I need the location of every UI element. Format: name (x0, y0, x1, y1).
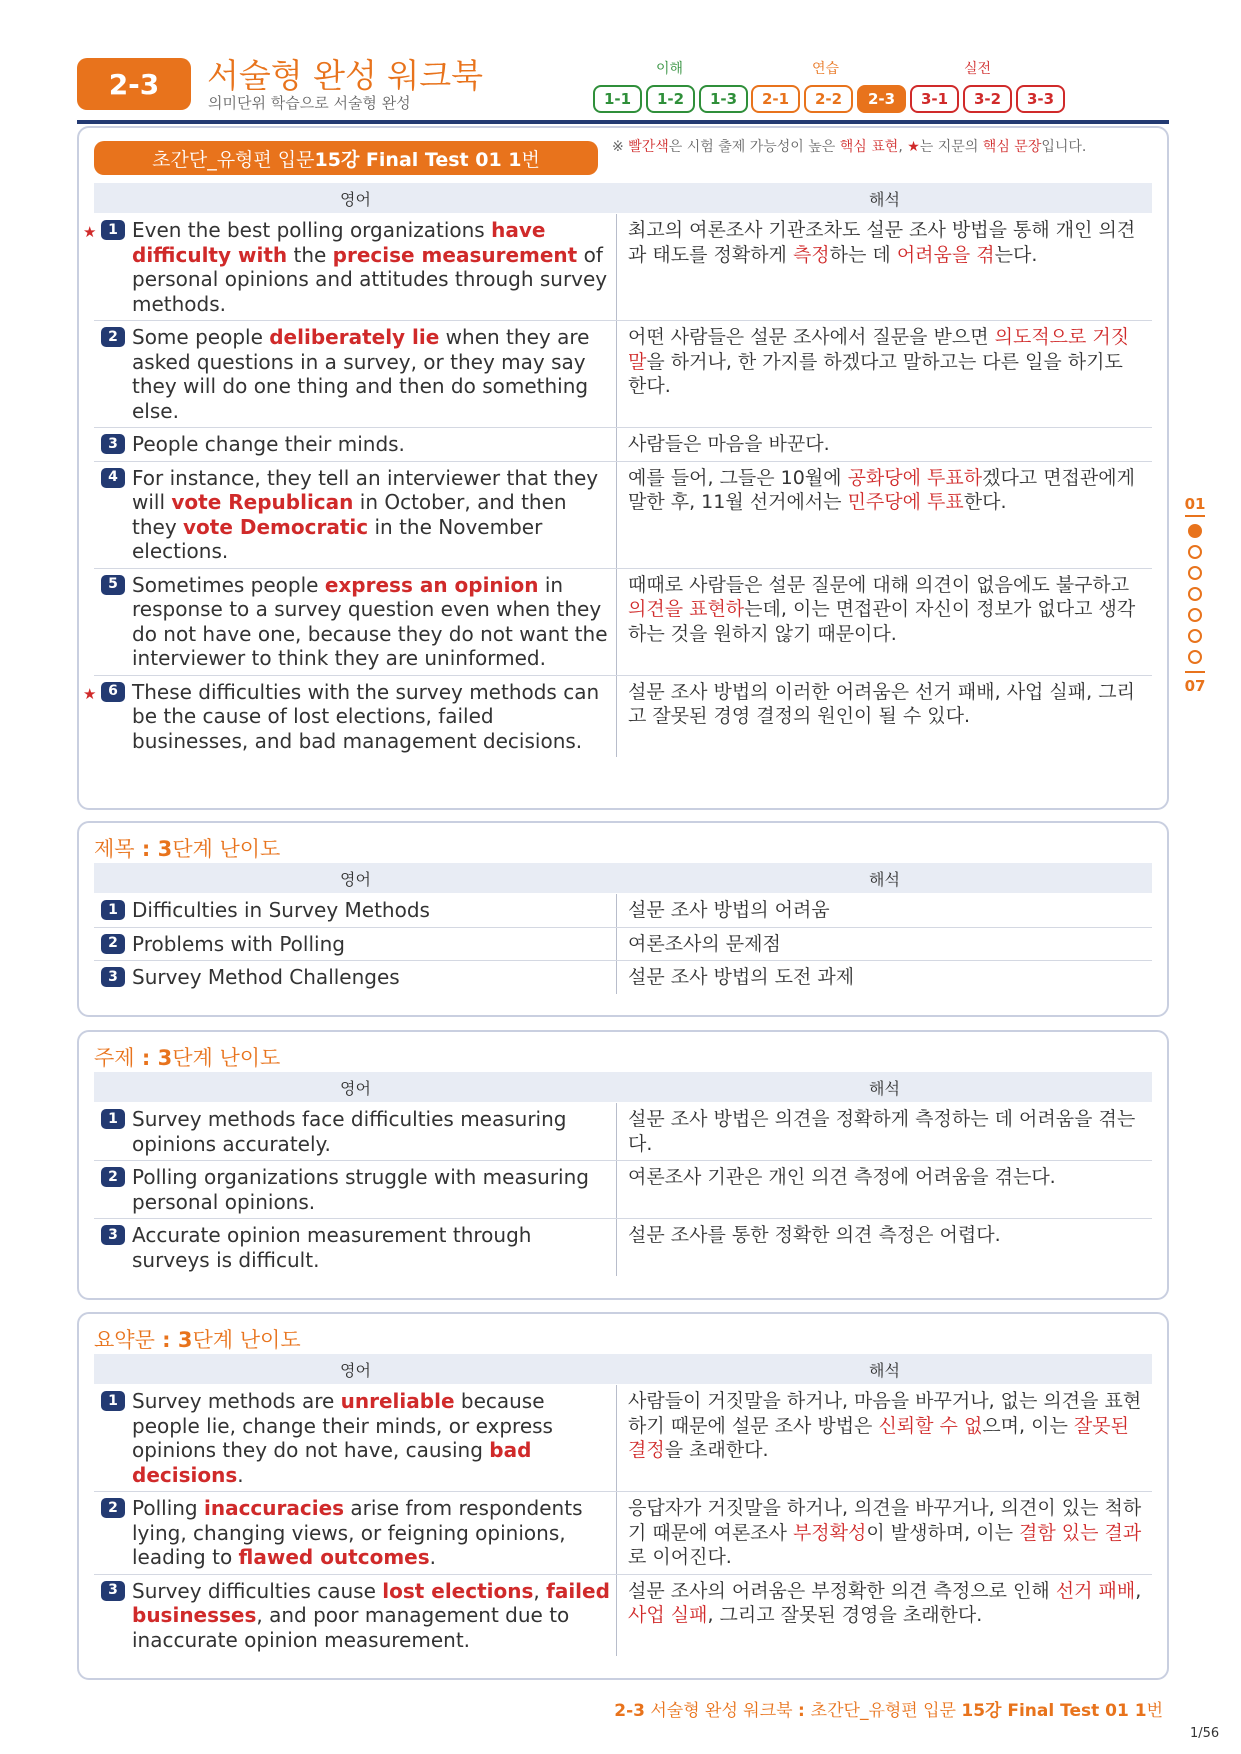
summary-table-header (94, 1354, 1152, 1384)
stage-button-1-3[interactable]: 1-3 (699, 85, 748, 113)
text-segment: because people lie, change their minds, or express opinions they do not have, causing (132, 1389, 553, 1462)
table-row (94, 928, 1152, 962)
nav-top-label: 01 (1184, 495, 1206, 513)
english-cell (94, 1385, 617, 1491)
english-text: Survey Method Challenges (132, 965, 400, 989)
key-expression: 선거 패배 (1055, 1579, 1136, 1602)
table-row (94, 569, 1152, 676)
title-table-header (94, 863, 1152, 893)
page-number: 1/56 (1190, 1726, 1220, 1741)
english-text: Polling organizations struggle with measuring personal opinions. (132, 1165, 589, 1214)
nav-dot[interactable] (1188, 524, 1202, 538)
text-segment: People change their minds. (132, 432, 405, 456)
text-segment: of personal opinions and attitudes through survey methods. (132, 242, 608, 316)
key-expression: 결함 있는 결과 (1019, 1521, 1142, 1544)
nav-bottom-label: 07 (1184, 677, 1206, 695)
topic-table-header (94, 1072, 1152, 1102)
sentence-number-badge: 2 (101, 1498, 125, 1518)
key-expression: 신뢰할 수 없 (878, 1414, 983, 1437)
star-icon: ★ (83, 684, 97, 703)
key-expression: express an opinion (324, 572, 539, 597)
text-segment: 겠다고 면접관에게 말한 후, 11월 선거에서는 (628, 466, 1135, 513)
note-end: 입니다. (1041, 139, 1087, 155)
table-row (94, 1103, 1152, 1161)
summary-section-heading (94, 1324, 301, 1354)
key-expression: failed businesses (132, 1578, 610, 1627)
col-header-en: 영어 (340, 869, 371, 889)
note-text-3: 는 지문의 (919, 139, 983, 155)
nav-dot[interactable] (1188, 545, 1202, 559)
text-segment: 사람들은 마음을 바꾼다. (628, 433, 830, 455)
stage-button-3-1[interactable]: 3-1 (910, 85, 959, 113)
col-header-ko: 해석 (869, 869, 900, 889)
key-expression: precise measurement (332, 242, 578, 267)
text-segment: 설문 조사의 어려움은 부정확한 의견 측정으로 인해 (628, 1579, 1056, 1602)
nav-dot[interactable] (1188, 650, 1202, 664)
note-prefix: ※ (612, 139, 629, 155)
korean-cell (617, 321, 1152, 427)
key-expression: 잘못된 결정 (628, 1414, 1129, 1461)
star-icon: ★ (83, 223, 97, 241)
key-expression: vote Democratic (183, 514, 369, 539)
text-segment: , (1135, 1579, 1142, 1602)
text-segment: 로 이어진다. (628, 1546, 732, 1568)
test-title-suffix: 번 (521, 148, 540, 171)
footer-suffix: 번 (1146, 1701, 1163, 1721)
table-row (94, 1385, 1152, 1492)
text-segment: Sometimes people (132, 572, 325, 597)
section-label: 제목 (94, 837, 135, 861)
section-label: 요약문 (94, 1328, 155, 1352)
text-segment: 을 초래한다. (664, 1439, 769, 1461)
sentence-number-badge: 6 (101, 682, 125, 702)
stage-label-understand: 이해 (655, 61, 684, 77)
col-header-en: 영어 (340, 1078, 371, 1098)
key-expression: bad decisions (132, 1438, 532, 1487)
english-cell (94, 894, 617, 927)
english-text: Problems with Polling (132, 931, 345, 956)
footer-course: 초간단_유형편 입문 (810, 1701, 962, 1721)
text-segment: 을 하거나, 한 가지를 하겠다고 말하고는 다른 일을 하기도 한다. (628, 350, 1123, 397)
section-level: : 3 (154, 1328, 193, 1352)
title-table (94, 894, 1152, 994)
table-row (94, 961, 1152, 994)
test-title-badge (94, 141, 598, 175)
page-header (77, 50, 1169, 122)
korean-cell (617, 1385, 1152, 1491)
sentence-number-badge: 1 (101, 1109, 125, 1129)
key-expression: 공화당에 투표하 (847, 466, 983, 489)
nav-top-bar (1185, 515, 1205, 517)
key-expression: 부정확성 (792, 1521, 867, 1544)
nav-bottom-bar (1185, 671, 1205, 673)
sentence-number-badge: 1 (101, 900, 125, 920)
sentence-number-badge: 2 (101, 934, 125, 954)
note-key-expression: 핵심 표현 (839, 139, 899, 155)
sentence-number-badge: 4 (101, 468, 125, 488)
table-row (94, 428, 1152, 462)
korean-cell (617, 462, 1152, 568)
section-level-tail: 단계 난이도 (172, 1046, 281, 1070)
english-cell (94, 321, 617, 427)
nav-dot[interactable] (1188, 587, 1202, 601)
key-expression: inaccuracies (203, 1496, 345, 1520)
korean-cell (617, 1575, 1152, 1657)
english-cell (83, 214, 617, 320)
english-cell (94, 928, 617, 961)
korean-cell: 설문 조사를 통한 정확한 의견 측정은 어렵다. (628, 1224, 1001, 1246)
english-text: Accurate opinion measurement through surveys is difficult. (132, 1223, 532, 1272)
sentence-number-badge: 2 (101, 327, 125, 347)
korean-cell: 여론조사의 문제점 (628, 932, 781, 955)
summary-table (94, 1385, 1152, 1656)
col-header-ko: 해석 (869, 1360, 900, 1380)
table-row (83, 214, 1152, 321)
english-cell (94, 1575, 617, 1657)
key-expression: 어려움을 겪 (896, 243, 995, 266)
sentence-number-badge: 5 (101, 575, 125, 595)
title-section-heading (94, 833, 280, 863)
text-segment: 으며, 이는 (982, 1414, 1074, 1437)
note-key-sentence: 핵심 문장 (982, 139, 1042, 155)
table-row (94, 894, 1152, 928)
footer-lesson: 2-3 (614, 1701, 645, 1721)
footer-title: 서술형 완성 워크북 (644, 1701, 798, 1721)
topic-table (94, 1103, 1152, 1276)
korean-cell: 설문 조사 방법은 의견을 정확하게 측정하는 데 어려움을 겪는다. (628, 1108, 1136, 1155)
english-cell (94, 961, 617, 994)
text-segment: Some people (132, 325, 270, 349)
text-segment: in the November elections. (132, 514, 543, 563)
text-segment: , and poor management due to inaccurate opinion measurement. (132, 1603, 570, 1652)
stage-button-3-3[interactable]: 3-3 (1016, 85, 1065, 113)
summary-panel (77, 1312, 1169, 1680)
key-expression: 민주당에 투표 (847, 491, 964, 513)
stage-button-3-2[interactable]: 3-2 (963, 85, 1012, 113)
sentence-number-badge: 3 (101, 967, 125, 987)
text-segment: the (287, 242, 333, 267)
legend-note (612, 138, 1142, 157)
text-segment: , 그리고 잘못된 경영을 초래한다. (707, 1604, 983, 1626)
text-segment: . (237, 1462, 244, 1487)
korean-cell: 설문 조사 방법의 어려움 (628, 899, 830, 921)
text-segment: For instance, they tell an interviewer that they will (132, 465, 599, 514)
note-text-1: 은 시험 출제 가능성이 높은 (668, 139, 840, 155)
note-red-word: 빨간색 (628, 139, 669, 155)
text-segment: 설문 조사 방법의 이러한 어려움은 선거 패배, 사업 실패, 그리고 잘못된 경영 결정의 원인이 될 수 있다. (628, 680, 1135, 727)
text-segment: 최고의 여론조사 기관조차도 설문 조사 방법을 통해 개인 의견과 태도를 정확하게 (628, 219, 1136, 266)
text-segment: in October, and then they (132, 490, 567, 539)
text-segment: in response to a survey question even when they do not have one, because they do not want the interviewer to think they are uninformed. (132, 572, 608, 670)
key-expression: 측정 (792, 243, 830, 266)
text-segment: 한다. (963, 491, 1007, 513)
nav-dot[interactable] (1188, 629, 1202, 643)
table-row (94, 1219, 1152, 1276)
star-icon: ★ (907, 139, 920, 155)
key-expression: flawed outcomes (238, 1545, 430, 1569)
side-progress-nav (1180, 495, 1210, 695)
text-segment: These difficulties with the survey methods can be the cause of lost elections, failed businesses, and bad management decisions. (132, 679, 600, 753)
text-segment: 때때로 사람들은 설문 질문에 대해 의견이 없음에도 불구하고 (628, 573, 1130, 596)
topic-panel (77, 1030, 1169, 1300)
footer-sep: : (797, 1701, 811, 1721)
page-subtitle: 의미단위 학습으로 서술형 완성 (208, 94, 411, 112)
sentence-number-badge: 3 (101, 1225, 125, 1245)
stage-button-2-1[interactable]: 2-1 (751, 85, 800, 113)
sentence-number-badge: 1 (101, 220, 125, 240)
test-title-prefix: 초간단_유형편 입문 (152, 148, 315, 171)
korean-cell (617, 676, 1152, 758)
english-cell (94, 428, 617, 461)
table-row (94, 1492, 1152, 1575)
key-expression: unreliable (340, 1389, 455, 1413)
korean-cell: 설문 조사 방법의 도전 과제 (628, 966, 855, 988)
text-segment: 이 발생하며, 이는 (866, 1521, 1020, 1544)
page-title: 서술형 완성 워크북 (207, 56, 484, 95)
korean-cell (617, 214, 1152, 320)
stage-button-2-3[interactable]: 2-3 (857, 85, 906, 113)
key-expression: have difficulty with (132, 218, 546, 267)
section-level: : 3 (134, 1046, 173, 1070)
key-expression: vote Republican (171, 490, 354, 514)
text-segment: when they are asked questions in a survey, or they may say they will do one thing and then do something else. (132, 325, 590, 423)
sentence-number-badge: 1 (101, 1391, 125, 1411)
english-cell (94, 1161, 617, 1218)
note-text-2: , (898, 139, 908, 155)
text-segment: . (429, 1545, 436, 1569)
section-level-tail: 단계 난이도 (192, 1328, 301, 1352)
text-segment: 는다. (994, 243, 1038, 266)
korean-cell (617, 1492, 1152, 1574)
text-segment: Survey methods are (132, 1389, 341, 1413)
text-segment: Survey difficulties cause (132, 1578, 383, 1603)
section-label: 주제 (94, 1046, 135, 1070)
english-text: Difficulties in Survey Methods (132, 898, 430, 922)
section-level: : 3 (134, 837, 173, 861)
passage-table-header (94, 183, 1152, 213)
col-header-en: 영어 (340, 1360, 371, 1380)
english-cell (94, 1103, 617, 1160)
text-segment: 는데, 이는 면접관이 자신이 정보가 없다고 생각하는 것을 원하지 않기 때문이다. (628, 598, 1136, 645)
nav-dot[interactable] (1188, 566, 1202, 580)
passage-panel (77, 126, 1169, 810)
stage-button-1-2[interactable]: 1-2 (646, 85, 695, 113)
col-header-en: 영어 (340, 189, 371, 209)
english-cell (94, 1219, 617, 1276)
text-segment: 응답자가 거짓말을 하거나, 의견을 바꾸거나, 의견이 있는 척하기 때문에 여론조사 (628, 1497, 1142, 1544)
korean-cell (617, 569, 1152, 675)
section-level-tail: 단계 난이도 (172, 837, 281, 861)
korean-cell (617, 428, 1152, 461)
text-segment: Polling (132, 1496, 204, 1520)
table-row (94, 1575, 1152, 1657)
key-expression: 의도적으로 거짓말 (628, 326, 1130, 373)
korean-cell: 여론조사 기관은 개인 의견 측정에 어려움을 겪는다. (628, 1166, 1056, 1188)
stage-label-practice: 연습 (811, 61, 840, 77)
test-title-bold: 15강 Final Test 01 1 (314, 148, 522, 171)
table-row (83, 676, 1152, 758)
key-expression: lost elections (382, 1578, 534, 1603)
english-cell (94, 1492, 617, 1574)
nav-dot[interactable] (1188, 608, 1202, 622)
col-header-ko: 해석 (869, 1078, 900, 1098)
key-expression: 의견을 표현하 (628, 598, 745, 620)
topic-section-heading (94, 1042, 280, 1072)
text-segment: 어떤 사람들은 설문 조사에서 질문을 받으면 (628, 326, 995, 348)
sentence-number-badge: 3 (101, 1581, 125, 1601)
table-row (94, 321, 1152, 428)
english-text: Survey methods face difficulties measuring opinions accurately. (132, 1107, 567, 1156)
key-expression: 사업 실패 (628, 1604, 708, 1626)
english-cell (94, 569, 617, 675)
stage-button-1-1[interactable]: 1-1 (593, 85, 642, 113)
lesson-badge: 2-3 (77, 58, 191, 110)
text-segment: 사람들이 거짓말을 하거나, 마음을 바꾸거나, 없는 의견을 표현하기 때문에 설문 조사 방법은 (628, 1390, 1142, 1437)
english-cell (83, 676, 617, 758)
header-divider (77, 120, 1169, 124)
sentence-number-badge: 3 (101, 434, 125, 454)
nav-dots (1180, 524, 1210, 664)
stage-button-2-2[interactable]: 2-2 (804, 85, 853, 113)
table-row (94, 1161, 1152, 1219)
english-cell (94, 462, 617, 568)
sentence-number-badge: 2 (101, 1167, 125, 1187)
title-panel (77, 821, 1169, 1017)
text-segment: arise from respondents lying, changing views, or feigning opinions, leading to (132, 1496, 583, 1569)
stage-label-real: 실전 (963, 61, 992, 77)
page-footer (0, 1696, 1163, 1721)
passage-table (83, 214, 1152, 757)
text-segment: Even the best polling organizations (132, 218, 492, 242)
text-segment: 하는 데 (829, 243, 897, 266)
text-segment: , (533, 1578, 547, 1603)
text-segment: 예를 들어, 그들은 10월에 (628, 466, 848, 489)
key-expression: deliberately lie (269, 325, 440, 349)
table-row (94, 462, 1152, 569)
col-header-ko: 해석 (869, 189, 900, 209)
footer-test: 15강 Final Test 01 1 (961, 1701, 1147, 1721)
